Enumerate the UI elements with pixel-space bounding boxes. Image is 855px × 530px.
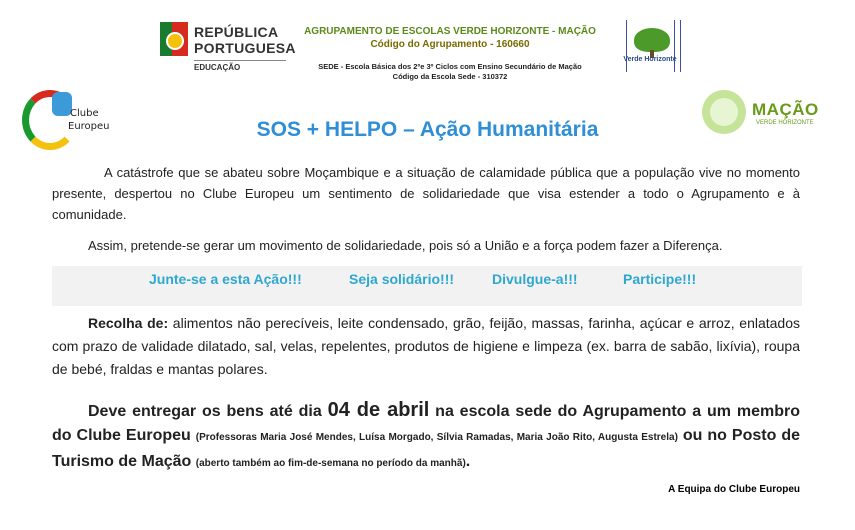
delivery-text-2: na escola sede do Agrupamento a um membro do Clube Europeu xyxy=(52,403,800,444)
republica-line1: REPÚBLICA xyxy=(194,24,279,40)
delivery-paragraph xyxy=(52,398,800,476)
page-title: SOS + HELPO – Ação Humanitária xyxy=(256,118,599,141)
delivery-date: 04 de abril xyxy=(327,399,430,421)
republica-portuguesa-logo xyxy=(160,22,296,72)
cta-share: Divulgue-a!!! xyxy=(492,271,578,287)
cta-join: Junte-se a esta Ação!!! xyxy=(149,271,302,287)
club-members: (Professoras Maria José Mendes, Luísa Morgado, Sílvia Ramadas, Maria João Rito, Augusta Estrela) xyxy=(195,432,678,443)
butterfly-icon xyxy=(52,92,72,116)
agrupamento-name: AGRUPAMENTO DE ESCOLAS VERDE HORIZONTE - MAÇÃO xyxy=(304,26,596,37)
verde-horizonte-logo xyxy=(620,20,690,74)
agrupamento-code: Código do Agrupamento - 160660 xyxy=(370,39,530,50)
republica-line2: PORTUGUESA xyxy=(194,40,296,56)
collection-label: Recolha de: xyxy=(88,315,169,331)
opening-hours: (aberto também ao fim-de-semana no período da manhã) xyxy=(195,458,466,469)
clube-label: Clube xyxy=(70,108,99,119)
delivery-text-3: ou no Posto de Turismo de Mação xyxy=(52,427,800,470)
cta-solidary: Seja solidário!!! xyxy=(349,271,455,287)
sede-description: SEDE - Escola Básica dos 2ºe 3º Ciclos com Ensino Secundário de Mação xyxy=(318,62,582,71)
cta-participate: Participe!!! xyxy=(623,271,697,287)
tree-icon xyxy=(634,28,670,52)
delivery-end: . xyxy=(465,453,471,470)
delivery-text-1: Deve entregar os bens até dia xyxy=(88,403,328,420)
sede-code: Código da Escola Sede - 310372 xyxy=(392,72,508,81)
verde-horizonte-label: Verde Horizonte xyxy=(623,56,677,63)
macao-sub-label: VERDE HORIZONTE xyxy=(756,120,814,126)
collection-paragraph xyxy=(52,312,800,381)
educacao-label: EDUCAÇÃO xyxy=(194,63,241,72)
collection-items: alimentos não perecíveis, leite condensado, grão, feijão, massas, farinha, açúcar e arroz, enlatados com prazo de validade dilatado, sal, velas, repelentes, produtos de higiene e limpeza (ex. barra de sabão, lixívia), roupa de bebé, fraldas e mantas polares. xyxy=(52,315,801,377)
signoff: A Equipa do Clube Europeu xyxy=(668,484,800,495)
macao-label: MAÇÃO xyxy=(752,100,819,119)
europeu-label: Europeu xyxy=(68,121,110,132)
solidarity-paragraph: Assim, pretende-se gerar um movimento de solidariedade, pois só a União e a força podem fazer a Diferença. xyxy=(88,238,723,253)
intro-paragraph: A catástrofe que se abateu sobre Moçambique e a situação de calamidade pública que a população vive no momento presente, despertou no Clube Europeu um sentimento de solidariedade que visa estender a todo o Agrupamento e à comunidade. xyxy=(52,165,800,222)
portugal-flag-icon xyxy=(160,22,188,56)
